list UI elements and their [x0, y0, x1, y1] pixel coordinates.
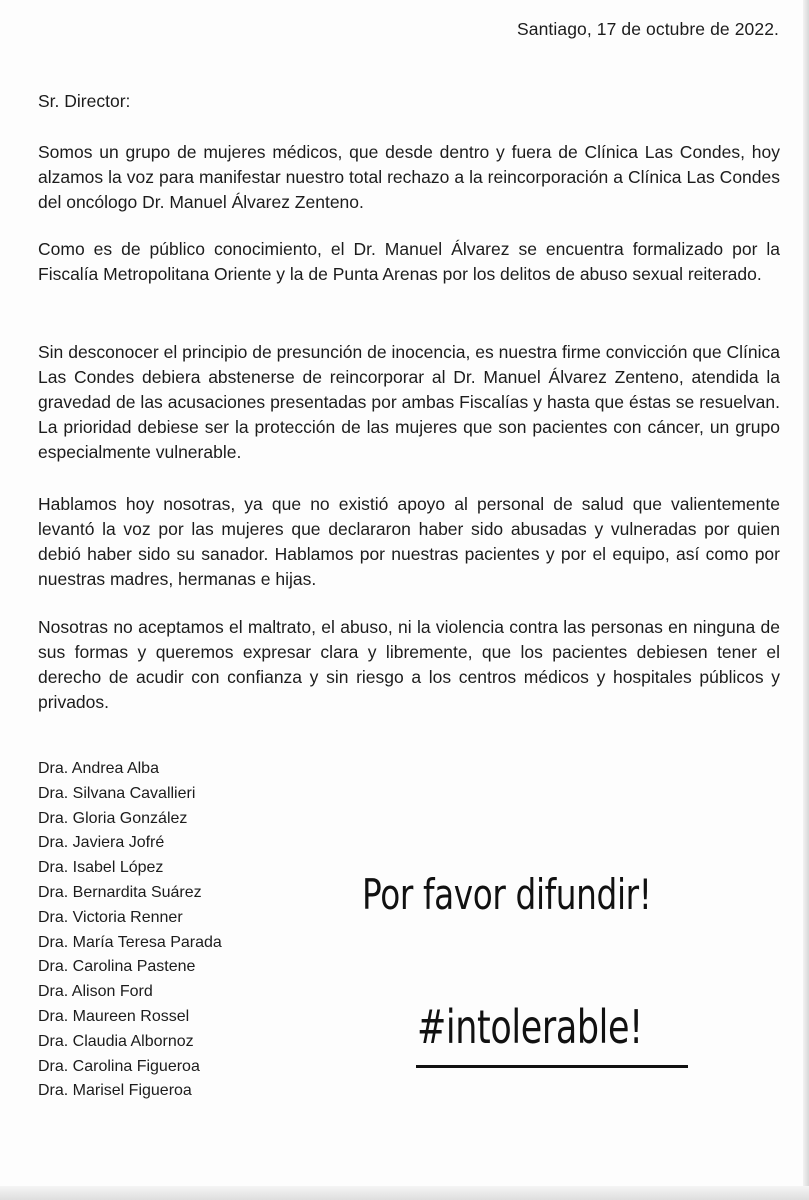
- page-edge-shadow-bottom: [0, 1186, 809, 1200]
- signatory: Dra. Isabel López: [38, 859, 164, 877]
- signatory: Dra. Gloria González: [38, 809, 188, 827]
- signatory: Dra. Javiera Jofré: [38, 834, 165, 852]
- hashtag-underline: [416, 1065, 688, 1068]
- paragraph-2: Como es de público conocimiento, el Dr. Manuel Álvarez se encuentra formalizado por la Fiscalía Metropolitana Oriente y la de Punta Arenas por los delitos de abuso sexual reiterado.: [38, 239, 780, 284]
- paragraph-5: Nosotras no aceptamos el maltrato, el abuso, ni la violencia contra las personas en ninguna de sus formas y queremos expresar clara y libremente, que los pacientes debiesen tener el derecho de acudir con confianza y sin riesgo a los centros médicos y hospitales públicos y privados.: [38, 617, 780, 712]
- signatory: Dra. Bernardita Suárez: [38, 883, 202, 901]
- salutation: Sr. Director:: [38, 91, 131, 111]
- paragraph-4: Hablamos hoy nosotras, ya que no existió apoyo al personal de salud que valientemente levantó la voz por las mujeres que declararon haber sido abusadas y vulneradas por quien debió haber sido su sanador. Hablamos por nuestras pacientes y por el equipo, así como por nuestras madres, hermanas e hijas.: [38, 494, 780, 589]
- signatory: Dra. Alison Ford: [38, 983, 153, 1001]
- paragraph-3: Sin desconocer el principio de presunción de inocencia, es nuestra firme convicción que Clínica Las Condes debiera abstenerse de reincorporar al Dr. Manuel Álvarez Zenteno, atendida la gravedad de las acusaciones presentadas por ambas Fiscalías y hasta que éstas se resuelvan. La prioridad debiese ser la protección de las mujeres que son pacientes con cáncer, un grupo especialmente vulnerable.: [38, 342, 780, 462]
- share-plea-text: Por favor difundir!: [362, 870, 652, 919]
- paragraph-1: Somos un grupo de mujeres médicos, que desde dentro y fuera de Clínica Las Condes, hoy alzamos la voz para manifestar nuestro total rechazo a la reincorporación a Clínica Las Condes del oncólogo Dr. Manuel Álvarez Zenteno.: [38, 142, 780, 212]
- signatory-list: [38, 757, 222, 1104]
- hashtag-text: #intolerable!: [417, 1000, 643, 1054]
- letter-date: Santiago, 17 de octubre de 2022.: [516, 19, 779, 39]
- signatory: Dra. Carolina Figueroa: [38, 1057, 200, 1075]
- signatory: Dra. Claudia Albornoz: [38, 1032, 194, 1050]
- signatory: Dra. Marisel Figueroa: [38, 1082, 192, 1100]
- signatory: Dra. María Teresa Parada: [38, 933, 222, 951]
- signatory: Dra. Silvana Cavallieri: [38, 784, 196, 802]
- signatory: Dra. Maureen Rossel: [38, 1007, 190, 1025]
- page-edge-shadow-right: [803, 0, 809, 1200]
- signatory: Dra. Andrea Alba: [38, 760, 159, 777]
- signatory: Dra. Victoria Renner: [38, 908, 183, 926]
- signatory: Dra. Carolina Pastene: [38, 958, 196, 976]
